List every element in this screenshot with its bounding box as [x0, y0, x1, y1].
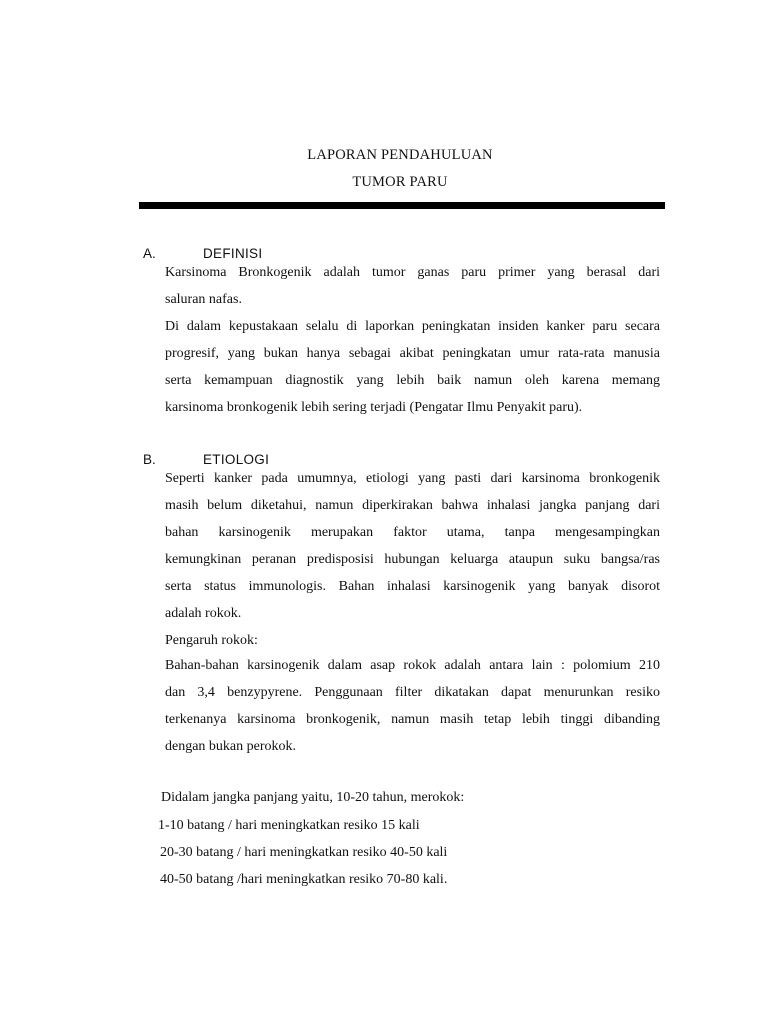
section-a-paragraph-1	[165, 259, 660, 313]
document-title: LAPORAN PENDAHULUAN	[307, 147, 493, 163]
paragraph-line: serta status immunologis. Bahan inhalasi karsinogenik yang banyak disorot	[165, 579, 660, 594]
document-subtitle: TUMOR PARU	[352, 174, 448, 190]
section-b-paragraph-1	[165, 465, 660, 627]
paragraph-line: Bahan-bahan karsinogenik dalam asap rokok adalah antara lain : polomium 210	[165, 658, 660, 673]
section-b-paragraph-2	[165, 652, 660, 760]
paragraph-line: Seperti kanker pada umumnya, etiologi yang pasti dari karsinoma bronkogenik	[165, 471, 660, 486]
paragraph-line: adalah rokok.	[165, 606, 242, 621]
paragraph-line: karsinoma bronkogenik lebih sering terjadi (Pengatar Ilmu Penyakit paru).	[165, 400, 583, 415]
paragraph-line: progresif, yang bukan hanya sebagai akibat peningkatan umur rata-rata manusia	[165, 346, 660, 361]
section-a-heading: DEFINISI	[203, 246, 263, 261]
section-b-heading: ETIOLOGI	[203, 452, 270, 467]
section-a-letter: A.	[143, 246, 156, 261]
title-divider	[139, 202, 665, 209]
paragraph-line: serta kemampuan diagnostik yang lebih baik namun oleh karena memang	[165, 373, 660, 388]
section-b-subheading: Pengaruh rokok:	[165, 633, 258, 648]
section-b-subheading-block	[165, 627, 660, 654]
paragraph-line: terkenanya karsinoma bronkogenik, namun masih tetap lebih tinggi dibanding	[165, 712, 660, 727]
paragraph-line: Karsinoma Bronkogenik adalah tumor ganas paru primer yang berasal dari	[165, 265, 660, 280]
paragraph-line: dan 3,4 benzypyrene. Penggunaan filter dikatakan dapat menurunkan resiko	[165, 685, 660, 700]
paragraph-line: kemungkinan peranan predisposisi hubungan keluarga ataupun suku bangsa/ras	[165, 552, 660, 567]
smoking-risk-item: 1-10 batang / hari meningkatkan resiko 15 kali	[158, 818, 420, 833]
smoking-risk-item: 40-50 batang /hari meningkatkan resiko 70-80 kali.	[160, 872, 448, 887]
paragraph-line: Di dalam kepustakaan selalu di laporkan peningkatan insiden kanker paru secara	[165, 319, 660, 334]
paragraph-line: bahan karsinogenik merupakan faktor utama, tanpa mengesampingkan	[165, 525, 660, 540]
section-a-paragraph-2	[165, 313, 660, 421]
paragraph-line: masih belum diketahui, namun diperkirakan bahwa inhalasi jangka panjang dari	[165, 498, 660, 513]
smoking-risk-item: 20-30 batang / hari meningkatkan resiko 40-50 kali	[160, 845, 448, 860]
paragraph-line: dengan bukan perokok.	[165, 739, 297, 754]
section-b-letter: B.	[143, 452, 156, 467]
smoking-risk-intro: Didalam jangka panjang yaitu, 10-20 tahun, merokok:	[161, 790, 465, 805]
paragraph-line: saluran nafas.	[165, 292, 242, 307]
